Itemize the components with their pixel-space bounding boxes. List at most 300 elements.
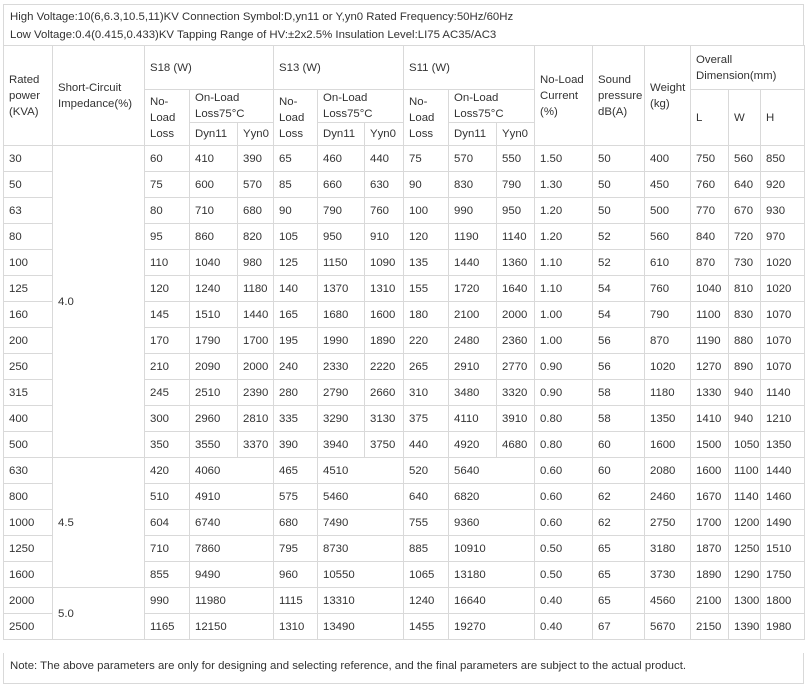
- weight-cell: 610: [645, 250, 691, 276]
- no-load-current-cell: 0.90: [535, 354, 593, 380]
- s11-yyn0-cell: 2000: [497, 302, 535, 328]
- low-voltage-info: Low Voltage:0.4(0.415,0.433)KV Tapping Range of HV:±2x2.5% Insulation Level:LI75 AC35/AC3: [10, 29, 497, 41]
- dimension-l-cell: 1670: [691, 484, 729, 510]
- dimension-h-cell: 1750: [761, 562, 805, 588]
- s11-no-load-loss-cell: 375: [404, 406, 449, 432]
- s13-dyn11-cell: 660: [318, 172, 365, 198]
- s18-dyn11-cell: 1790: [190, 328, 238, 354]
- s18-yyn0-cell: 2810: [238, 406, 274, 432]
- dimension-l-cell: 2100: [691, 588, 729, 614]
- sound-pressure-cell: 58: [593, 380, 645, 406]
- s11-on-load-loss-cell: 13180: [449, 562, 535, 588]
- s13-yyn0-cell: 910: [365, 224, 404, 250]
- s13-no-load-loss-cell: 105: [274, 224, 318, 250]
- s11-no-load-loss-cell: 120: [404, 224, 449, 250]
- s18-dyn11-cell: 2960: [190, 406, 238, 432]
- s18-dyn11-header: Dyn11: [190, 123, 238, 146]
- dimension-l-cell: 1890: [691, 562, 729, 588]
- transformer-spec-table: [3, 45, 805, 640]
- sound-pressure-cell: 65: [593, 588, 645, 614]
- s18-yyn0-cell: 3370: [238, 432, 274, 458]
- no-load-current-cell: 0.60: [535, 458, 593, 484]
- s13-on-load-loss-cell: 8730: [318, 536, 404, 562]
- s18-on-load-loss-cell: 12150: [190, 614, 274, 640]
- s11-yyn0-cell: 550: [497, 146, 535, 172]
- s18-no-load-loss-cell: 990: [145, 588, 190, 614]
- s11-no-load-loss-header: No- Load Loss: [404, 90, 449, 146]
- s18-yyn0-cell: 570: [238, 172, 274, 198]
- no-load-current-header: No-Load Current (%): [535, 46, 593, 146]
- weight-cell: 1350: [645, 406, 691, 432]
- s11-yyn0-cell: 1640: [497, 276, 535, 302]
- s13-no-load-loss-header: No- Load Loss: [274, 90, 318, 146]
- s11-no-load-loss-cell: 135: [404, 250, 449, 276]
- s18-on-load-loss-cell: 4910: [190, 484, 274, 510]
- s13-dyn11-cell: 2790: [318, 380, 365, 406]
- table-body: [4, 46, 805, 640]
- rated-power-cell: 250: [4, 354, 53, 380]
- s13-no-load-loss-cell: 140: [274, 276, 318, 302]
- no-load-current-cell: 1.30: [535, 172, 593, 198]
- no-load-current-cell: 1.10: [535, 276, 593, 302]
- weight-cell: 3180: [645, 536, 691, 562]
- dimension-w-cell: 670: [729, 198, 761, 224]
- s11-dyn11-cell: 1190: [449, 224, 497, 250]
- no-load-current-cell: 0.50: [535, 536, 593, 562]
- s11-no-load-loss-cell: 75: [404, 146, 449, 172]
- s11-no-load-loss-cell: 640: [404, 484, 449, 510]
- s18-no-load-loss-cell: 145: [145, 302, 190, 328]
- s13-no-load-loss-cell: 125: [274, 250, 318, 276]
- rated-power-cell: 80: [4, 224, 53, 250]
- s11-dyn11-cell: 570: [449, 146, 497, 172]
- s11-on-load-loss-cell: 5640: [449, 458, 535, 484]
- no-load-current-cell: 0.80: [535, 406, 593, 432]
- dimension-l-cell: 1500: [691, 432, 729, 458]
- dimension-l-cell: 1270: [691, 354, 729, 380]
- s11-on-load-loss-cell: 19270: [449, 614, 535, 640]
- weight-cell: 450: [645, 172, 691, 198]
- s18-header: S18 (W): [145, 46, 274, 90]
- dimension-l-cell: 1700: [691, 510, 729, 536]
- s11-yyn0-cell: 790: [497, 172, 535, 198]
- sound-pressure-cell: 54: [593, 302, 645, 328]
- rated-power-cell: 500: [4, 432, 53, 458]
- dimension-h-cell: 1490: [761, 510, 805, 536]
- s11-no-load-loss-cell: 180: [404, 302, 449, 328]
- s13-dyn11-cell: 790: [318, 198, 365, 224]
- s13-on-load-loss-cell: 13310: [318, 588, 404, 614]
- rated-power-cell: 630: [4, 458, 53, 484]
- overall-dimension-header: Overall Dimension(mm): [691, 46, 805, 90]
- s13-yyn0-cell: 1890: [365, 328, 404, 354]
- table-row: [4, 146, 805, 172]
- no-load-current-cell: 0.60: [535, 510, 593, 536]
- no-load-current-cell: 0.60: [535, 484, 593, 510]
- dimension-l-cell: 1190: [691, 328, 729, 354]
- dimension-w-header: W: [729, 90, 761, 146]
- dimension-h-cell: 970: [761, 224, 805, 250]
- s11-dyn11-cell: 4110: [449, 406, 497, 432]
- table-row: [4, 588, 805, 614]
- s18-on-load-loss-header: On-Load Loss75°C: [190, 90, 274, 123]
- dimension-h-cell: 1980: [761, 614, 805, 640]
- sound-pressure-cell: 54: [593, 276, 645, 302]
- s11-dyn11-cell: 1440: [449, 250, 497, 276]
- s11-on-load-loss-cell: 6820: [449, 484, 535, 510]
- dimension-h-cell: 1070: [761, 354, 805, 380]
- s18-yyn0-header: Yyn0: [238, 123, 274, 146]
- s18-no-load-loss-cell: 420: [145, 458, 190, 484]
- rated-power-cell: 2500: [4, 614, 53, 640]
- s11-on-load-loss-cell: 9360: [449, 510, 535, 536]
- no-load-current-cell: 1.10: [535, 250, 593, 276]
- s13-no-load-loss-cell: 390: [274, 432, 318, 458]
- s18-on-load-loss-cell: 6740: [190, 510, 274, 536]
- s18-yyn0-cell: 980: [238, 250, 274, 276]
- s13-yyn0-cell: 440: [365, 146, 404, 172]
- impedance-cell: 4.0: [53, 146, 145, 458]
- s18-yyn0-cell: 390: [238, 146, 274, 172]
- no-load-current-cell: 0.40: [535, 614, 593, 640]
- s18-no-load-loss-cell: 75: [145, 172, 190, 198]
- dimension-h-header: H: [761, 90, 805, 146]
- no-load-current-cell: 1.20: [535, 198, 593, 224]
- rated-power-cell: 400: [4, 406, 53, 432]
- s11-dyn11-cell: 830: [449, 172, 497, 198]
- dimension-l-header: L: [691, 90, 729, 146]
- s11-no-load-loss-cell: 220: [404, 328, 449, 354]
- s13-no-load-loss-cell: 85: [274, 172, 318, 198]
- s13-on-load-loss-header: On-Load Loss75°C: [318, 90, 404, 123]
- impedance-cell: 4.5: [53, 458, 145, 588]
- s13-no-load-loss-cell: 280: [274, 380, 318, 406]
- dimension-w-cell: 940: [729, 380, 761, 406]
- s11-dyn11-cell: 2100: [449, 302, 497, 328]
- s18-dyn11-cell: 710: [190, 198, 238, 224]
- weight-cell: 870: [645, 328, 691, 354]
- s18-no-load-loss-cell: 510: [145, 484, 190, 510]
- s18-no-load-loss-cell: 120: [145, 276, 190, 302]
- dimension-l-cell: 1330: [691, 380, 729, 406]
- s13-no-load-loss-cell: 1115: [274, 588, 318, 614]
- s18-on-load-loss-cell: 11980: [190, 588, 274, 614]
- s13-no-load-loss-cell: 680: [274, 510, 318, 536]
- s11-dyn11-header: Dyn11: [449, 123, 497, 146]
- rated-power-cell: 1250: [4, 536, 53, 562]
- sound-pressure-cell: 50: [593, 146, 645, 172]
- s13-yyn0-header: Yyn0: [365, 123, 404, 146]
- s11-no-load-loss-cell: 1065: [404, 562, 449, 588]
- dimension-w-cell: 1290: [729, 562, 761, 588]
- rated-power-cell: 100: [4, 250, 53, 276]
- s18-yyn0-cell: 1440: [238, 302, 274, 328]
- s11-yyn0-cell: 1360: [497, 250, 535, 276]
- sound-pressure-cell: 50: [593, 198, 645, 224]
- s13-dyn11-cell: 1370: [318, 276, 365, 302]
- dimension-h-cell: 1070: [761, 302, 805, 328]
- s18-dyn11-cell: 860: [190, 224, 238, 250]
- s11-no-load-loss-cell: 100: [404, 198, 449, 224]
- dimension-w-cell: 560: [729, 146, 761, 172]
- s18-no-load-loss-cell: 245: [145, 380, 190, 406]
- rated-power-cell: 315: [4, 380, 53, 406]
- no-load-current-cell: 1.00: [535, 328, 593, 354]
- rated-power-cell: 200: [4, 328, 53, 354]
- dimension-w-cell: 720: [729, 224, 761, 250]
- s11-no-load-loss-cell: 155: [404, 276, 449, 302]
- dimension-l-cell: 770: [691, 198, 729, 224]
- no-load-current-cell: 1.00: [535, 302, 593, 328]
- weight-header: Weight (kg): [645, 46, 691, 146]
- dimension-h-cell: 1020: [761, 276, 805, 302]
- s18-no-load-loss-cell: 60: [145, 146, 190, 172]
- dimension-w-cell: 890: [729, 354, 761, 380]
- dimension-w-cell: 1300: [729, 588, 761, 614]
- table-row: [4, 458, 805, 484]
- dimension-h-cell: 1140: [761, 380, 805, 406]
- weight-cell: 1180: [645, 380, 691, 406]
- s18-yyn0-cell: 680: [238, 198, 274, 224]
- s11-no-load-loss-cell: 90: [404, 172, 449, 198]
- s13-on-load-loss-cell: 4510: [318, 458, 404, 484]
- s13-no-load-loss-cell: 335: [274, 406, 318, 432]
- s18-yyn0-cell: 2390: [238, 380, 274, 406]
- dimension-h-cell: 1510: [761, 536, 805, 562]
- dimension-w-cell: 1200: [729, 510, 761, 536]
- s18-no-load-loss-cell: 350: [145, 432, 190, 458]
- dimension-h-cell: 1070: [761, 328, 805, 354]
- weight-cell: 400: [645, 146, 691, 172]
- dimension-l-cell: 840: [691, 224, 729, 250]
- s13-no-load-loss-cell: 795: [274, 536, 318, 562]
- s13-no-load-loss-cell: 575: [274, 484, 318, 510]
- dimension-h-cell: 1210: [761, 406, 805, 432]
- sound-pressure-cell: 65: [593, 536, 645, 562]
- s18-dyn11-cell: 2090: [190, 354, 238, 380]
- sound-pressure-header: Sound pressure dB(A): [593, 46, 645, 146]
- dimension-h-cell: 850: [761, 146, 805, 172]
- sound-pressure-cell: 62: [593, 484, 645, 510]
- s18-dyn11-cell: 3550: [190, 432, 238, 458]
- no-load-current-cell: 1.50: [535, 146, 593, 172]
- s11-yyn0-cell: 3320: [497, 380, 535, 406]
- dimension-l-cell: 750: [691, 146, 729, 172]
- dimension-l-cell: 1040: [691, 276, 729, 302]
- dimension-l-cell: 2150: [691, 614, 729, 640]
- s18-no-load-loss-cell: 170: [145, 328, 190, 354]
- s13-yyn0-cell: 2220: [365, 354, 404, 380]
- dimension-l-cell: 760: [691, 172, 729, 198]
- dimension-h-cell: 920: [761, 172, 805, 198]
- s18-on-load-loss-cell: 7860: [190, 536, 274, 562]
- high-voltage-info: High Voltage:10(6,6.3,10.5,11)KV Connection Symbol:D,yn11 or Y,yn0 Rated Frequency:50Hz/60Hz: [10, 11, 514, 23]
- s11-on-load-loss-cell: 10910: [449, 536, 535, 562]
- s18-no-load-loss-cell: 95: [145, 224, 190, 250]
- dimension-l-cell: 1600: [691, 458, 729, 484]
- sound-pressure-cell: 60: [593, 458, 645, 484]
- s13-no-load-loss-cell: 90: [274, 198, 318, 224]
- s11-dyn11-cell: 4920: [449, 432, 497, 458]
- s13-yyn0-cell: 760: [365, 198, 404, 224]
- sound-pressure-cell: 50: [593, 172, 645, 198]
- rated-power-cell: 63: [4, 198, 53, 224]
- s11-no-load-loss-cell: 755: [404, 510, 449, 536]
- s18-dyn11-cell: 1510: [190, 302, 238, 328]
- dimension-w-cell: 830: [729, 302, 761, 328]
- s13-no-load-loss-cell: 195: [274, 328, 318, 354]
- s18-yyn0-cell: 2000: [238, 354, 274, 380]
- sound-pressure-cell: 52: [593, 224, 645, 250]
- sound-pressure-cell: 67: [593, 614, 645, 640]
- rated-power-cell: 2000: [4, 588, 53, 614]
- s13-dyn11-cell: 1150: [318, 250, 365, 276]
- s11-dyn11-cell: 3480: [449, 380, 497, 406]
- no-load-current-cell: 1.20: [535, 224, 593, 250]
- s13-yyn0-cell: 3750: [365, 432, 404, 458]
- s13-on-load-loss-cell: 5460: [318, 484, 404, 510]
- s18-dyn11-cell: 1040: [190, 250, 238, 276]
- s18-no-load-loss-cell: 710: [145, 536, 190, 562]
- sound-pressure-cell: 58: [593, 406, 645, 432]
- s13-dyn11-cell: 2330: [318, 354, 365, 380]
- s11-header: S11 (W): [404, 46, 535, 90]
- s13-header: S13 (W): [274, 46, 404, 90]
- s18-no-load-loss-cell: 604: [145, 510, 190, 536]
- sound-pressure-cell: 56: [593, 328, 645, 354]
- sound-pressure-cell: 52: [593, 250, 645, 276]
- rated-power-cell: 1600: [4, 562, 53, 588]
- s18-yyn0-cell: 1700: [238, 328, 274, 354]
- dimension-h-cell: 1800: [761, 588, 805, 614]
- dimension-w-cell: 1250: [729, 536, 761, 562]
- s18-no-load-loss-cell: 300: [145, 406, 190, 432]
- s11-yyn0-cell: 2360: [497, 328, 535, 354]
- s11-yyn0-header: Yyn0: [497, 123, 535, 146]
- s11-dyn11-cell: 2480: [449, 328, 497, 354]
- rated-power-cell: 800: [4, 484, 53, 510]
- s13-no-load-loss-cell: 1310: [274, 614, 318, 640]
- sound-pressure-cell: 65: [593, 562, 645, 588]
- s18-on-load-loss-cell: 9490: [190, 562, 274, 588]
- weight-cell: 5670: [645, 614, 691, 640]
- no-load-current-cell: 0.40: [535, 588, 593, 614]
- no-load-current-cell: 0.80: [535, 432, 593, 458]
- s11-dyn11-cell: 1720: [449, 276, 497, 302]
- s13-yyn0-cell: 1600: [365, 302, 404, 328]
- s18-dyn11-cell: 600: [190, 172, 238, 198]
- s13-no-load-loss-cell: 65: [274, 146, 318, 172]
- rating-info-box: [3, 4, 804, 45]
- impedance-cell: 5.0: [53, 588, 145, 640]
- rated-power-header: Rated power (KVA): [4, 46, 53, 146]
- s11-no-load-loss-cell: 885: [404, 536, 449, 562]
- s13-on-load-loss-cell: 7490: [318, 510, 404, 536]
- s13-yyn0-cell: 2660: [365, 380, 404, 406]
- s13-yyn0-cell: 630: [365, 172, 404, 198]
- dimension-w-cell: 1050: [729, 432, 761, 458]
- s11-no-load-loss-cell: 310: [404, 380, 449, 406]
- s18-no-load-loss-cell: 80: [145, 198, 190, 224]
- dimension-w-cell: 1100: [729, 458, 761, 484]
- s18-no-load-loss-cell: 110: [145, 250, 190, 276]
- dimension-h-cell: 1020: [761, 250, 805, 276]
- s13-dyn11-cell: 1990: [318, 328, 365, 354]
- s13-on-load-loss-cell: 10550: [318, 562, 404, 588]
- dimension-w-cell: 1140: [729, 484, 761, 510]
- s13-yyn0-cell: 3130: [365, 406, 404, 432]
- rated-power-cell: 30: [4, 146, 53, 172]
- impedance-header: Short-Circuit Impedance(%): [53, 46, 145, 146]
- s13-no-load-loss-cell: 960: [274, 562, 318, 588]
- weight-cell: 500: [645, 198, 691, 224]
- s11-yyn0-cell: 950: [497, 198, 535, 224]
- rated-power-cell: 50: [4, 172, 53, 198]
- dimension-l-cell: 870: [691, 250, 729, 276]
- s11-on-load-loss-cell: 16640: [449, 588, 535, 614]
- s13-dyn11-cell: 1680: [318, 302, 365, 328]
- s18-no-load-loss-cell: 1165: [145, 614, 190, 640]
- s11-yyn0-cell: 1140: [497, 224, 535, 250]
- footnote-box: [3, 653, 804, 684]
- weight-cell: 1600: [645, 432, 691, 458]
- s11-no-load-loss-cell: 520: [404, 458, 449, 484]
- rated-power-cell: 160: [4, 302, 53, 328]
- s18-no-load-loss-cell: 855: [145, 562, 190, 588]
- s11-no-load-loss-cell: 1240: [404, 588, 449, 614]
- s13-no-load-loss-cell: 465: [274, 458, 318, 484]
- footnote-text: Note: The above parameters are only for designing and selecting reference, and the final parameters are subject to the actual product.: [10, 660, 687, 672]
- s18-dyn11-cell: 1240: [190, 276, 238, 302]
- weight-cell: 2460: [645, 484, 691, 510]
- s11-no-load-loss-cell: 265: [404, 354, 449, 380]
- weight-cell: 2080: [645, 458, 691, 484]
- header-row-1: [4, 46, 805, 90]
- weight-cell: 2750: [645, 510, 691, 536]
- s11-yyn0-cell: 2770: [497, 354, 535, 380]
- no-load-current-cell: 0.50: [535, 562, 593, 588]
- s13-dyn11-cell: 3290: [318, 406, 365, 432]
- s13-dyn11-cell: 460: [318, 146, 365, 172]
- s13-dyn11-cell: 950: [318, 224, 365, 250]
- dimension-w-cell: 1390: [729, 614, 761, 640]
- weight-cell: 760: [645, 276, 691, 302]
- s13-no-load-loss-cell: 240: [274, 354, 318, 380]
- dimension-w-cell: 640: [729, 172, 761, 198]
- s11-on-load-loss-header: On-Load Loss75°C: [449, 90, 535, 123]
- weight-cell: 790: [645, 302, 691, 328]
- dimension-h-cell: 1350: [761, 432, 805, 458]
- s11-yyn0-cell: 4680: [497, 432, 535, 458]
- weight-cell: 3730: [645, 562, 691, 588]
- dimension-w-cell: 940: [729, 406, 761, 432]
- s18-dyn11-cell: 410: [190, 146, 238, 172]
- s13-yyn0-cell: 1090: [365, 250, 404, 276]
- s13-no-load-loss-cell: 165: [274, 302, 318, 328]
- s13-dyn11-cell: 3940: [318, 432, 365, 458]
- no-load-current-cell: 0.90: [535, 380, 593, 406]
- s18-dyn11-cell: 2510: [190, 380, 238, 406]
- weight-cell: 4560: [645, 588, 691, 614]
- dimension-l-cell: 1100: [691, 302, 729, 328]
- dimension-w-cell: 730: [729, 250, 761, 276]
- s11-dyn11-cell: 2910: [449, 354, 497, 380]
- dimension-w-cell: 810: [729, 276, 761, 302]
- dimension-h-cell: 1440: [761, 458, 805, 484]
- s11-no-load-loss-cell: 440: [404, 432, 449, 458]
- s18-on-load-loss-cell: 4060: [190, 458, 274, 484]
- s18-no-load-loss-cell: 210: [145, 354, 190, 380]
